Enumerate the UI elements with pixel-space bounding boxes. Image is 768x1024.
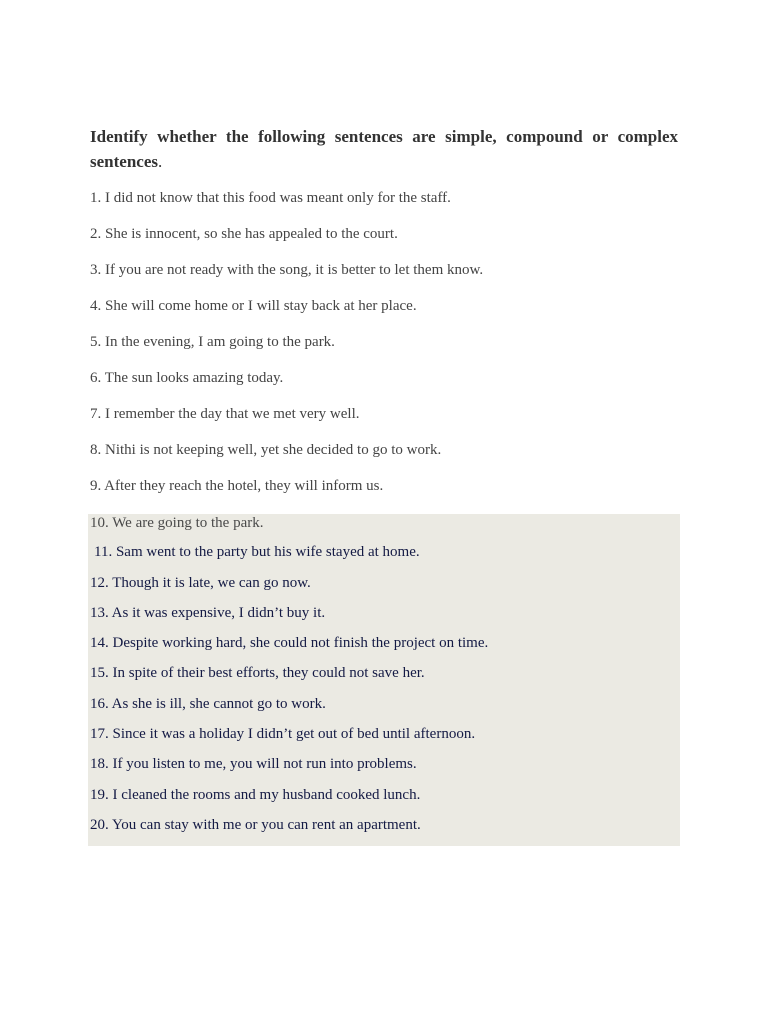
shaded-sentence-block xyxy=(88,514,680,846)
sentence-9: 9. After they reach the hotel, they will inform us. xyxy=(90,478,384,494)
sentence-14: 14. Despite working hard, she could not finish the project on time. xyxy=(90,635,489,651)
sentence-20: 20. You can stay with me or you can rent an apartment. xyxy=(90,817,421,833)
sentence-12: 12. Though it is late, we can go now. xyxy=(90,575,311,591)
sentence-7: 7. I remember the day that we met very well. xyxy=(90,406,360,422)
sentence-10: 10. We are going to the park. xyxy=(90,515,264,531)
worksheet-heading xyxy=(90,124,678,174)
sentence-5: 5. In the evening, I am going to the park. xyxy=(90,334,335,350)
sentence-4: 4. She will come home or I will stay back at her place. xyxy=(90,298,417,314)
heading-text: Identify whether the following sentences are simple, compound or complex sentences xyxy=(90,127,678,171)
sentence-15: 15. In spite of their best efforts, they could not save her. xyxy=(90,665,425,681)
sentence-16: 16. As she is ill, she cannot go to work. xyxy=(90,696,326,712)
sentence-13: 13. As it was expensive, I didn’t buy it. xyxy=(90,605,326,621)
sentence-18: 18. If you listen to me, you will not run into problems. xyxy=(90,756,417,772)
sentence-11: 11. Sam went to the party but his wife stayed at home. xyxy=(94,544,420,560)
sentence-19: 19. I cleaned the rooms and my husband cooked lunch. xyxy=(90,787,421,803)
heading-period: . xyxy=(157,152,163,171)
sentence-17: 17. Since it was a holiday I didn’t get out of bed until afternoon. xyxy=(90,726,476,742)
sentence-3: 3. If you are not ready with the song, it is better to let them know. xyxy=(90,262,484,278)
sentence-8: 8. Nithi is not keeping well, yet she decided to go to work. xyxy=(90,442,442,458)
sentence-2: 2. She is innocent, so she has appealed to the court. xyxy=(90,226,398,242)
sentence-list xyxy=(90,188,680,512)
sentence-1: 1. I did not know that this food was meant only for the staff. xyxy=(90,190,451,206)
sentence-6: 6. The sun looks amazing today. xyxy=(90,370,284,386)
